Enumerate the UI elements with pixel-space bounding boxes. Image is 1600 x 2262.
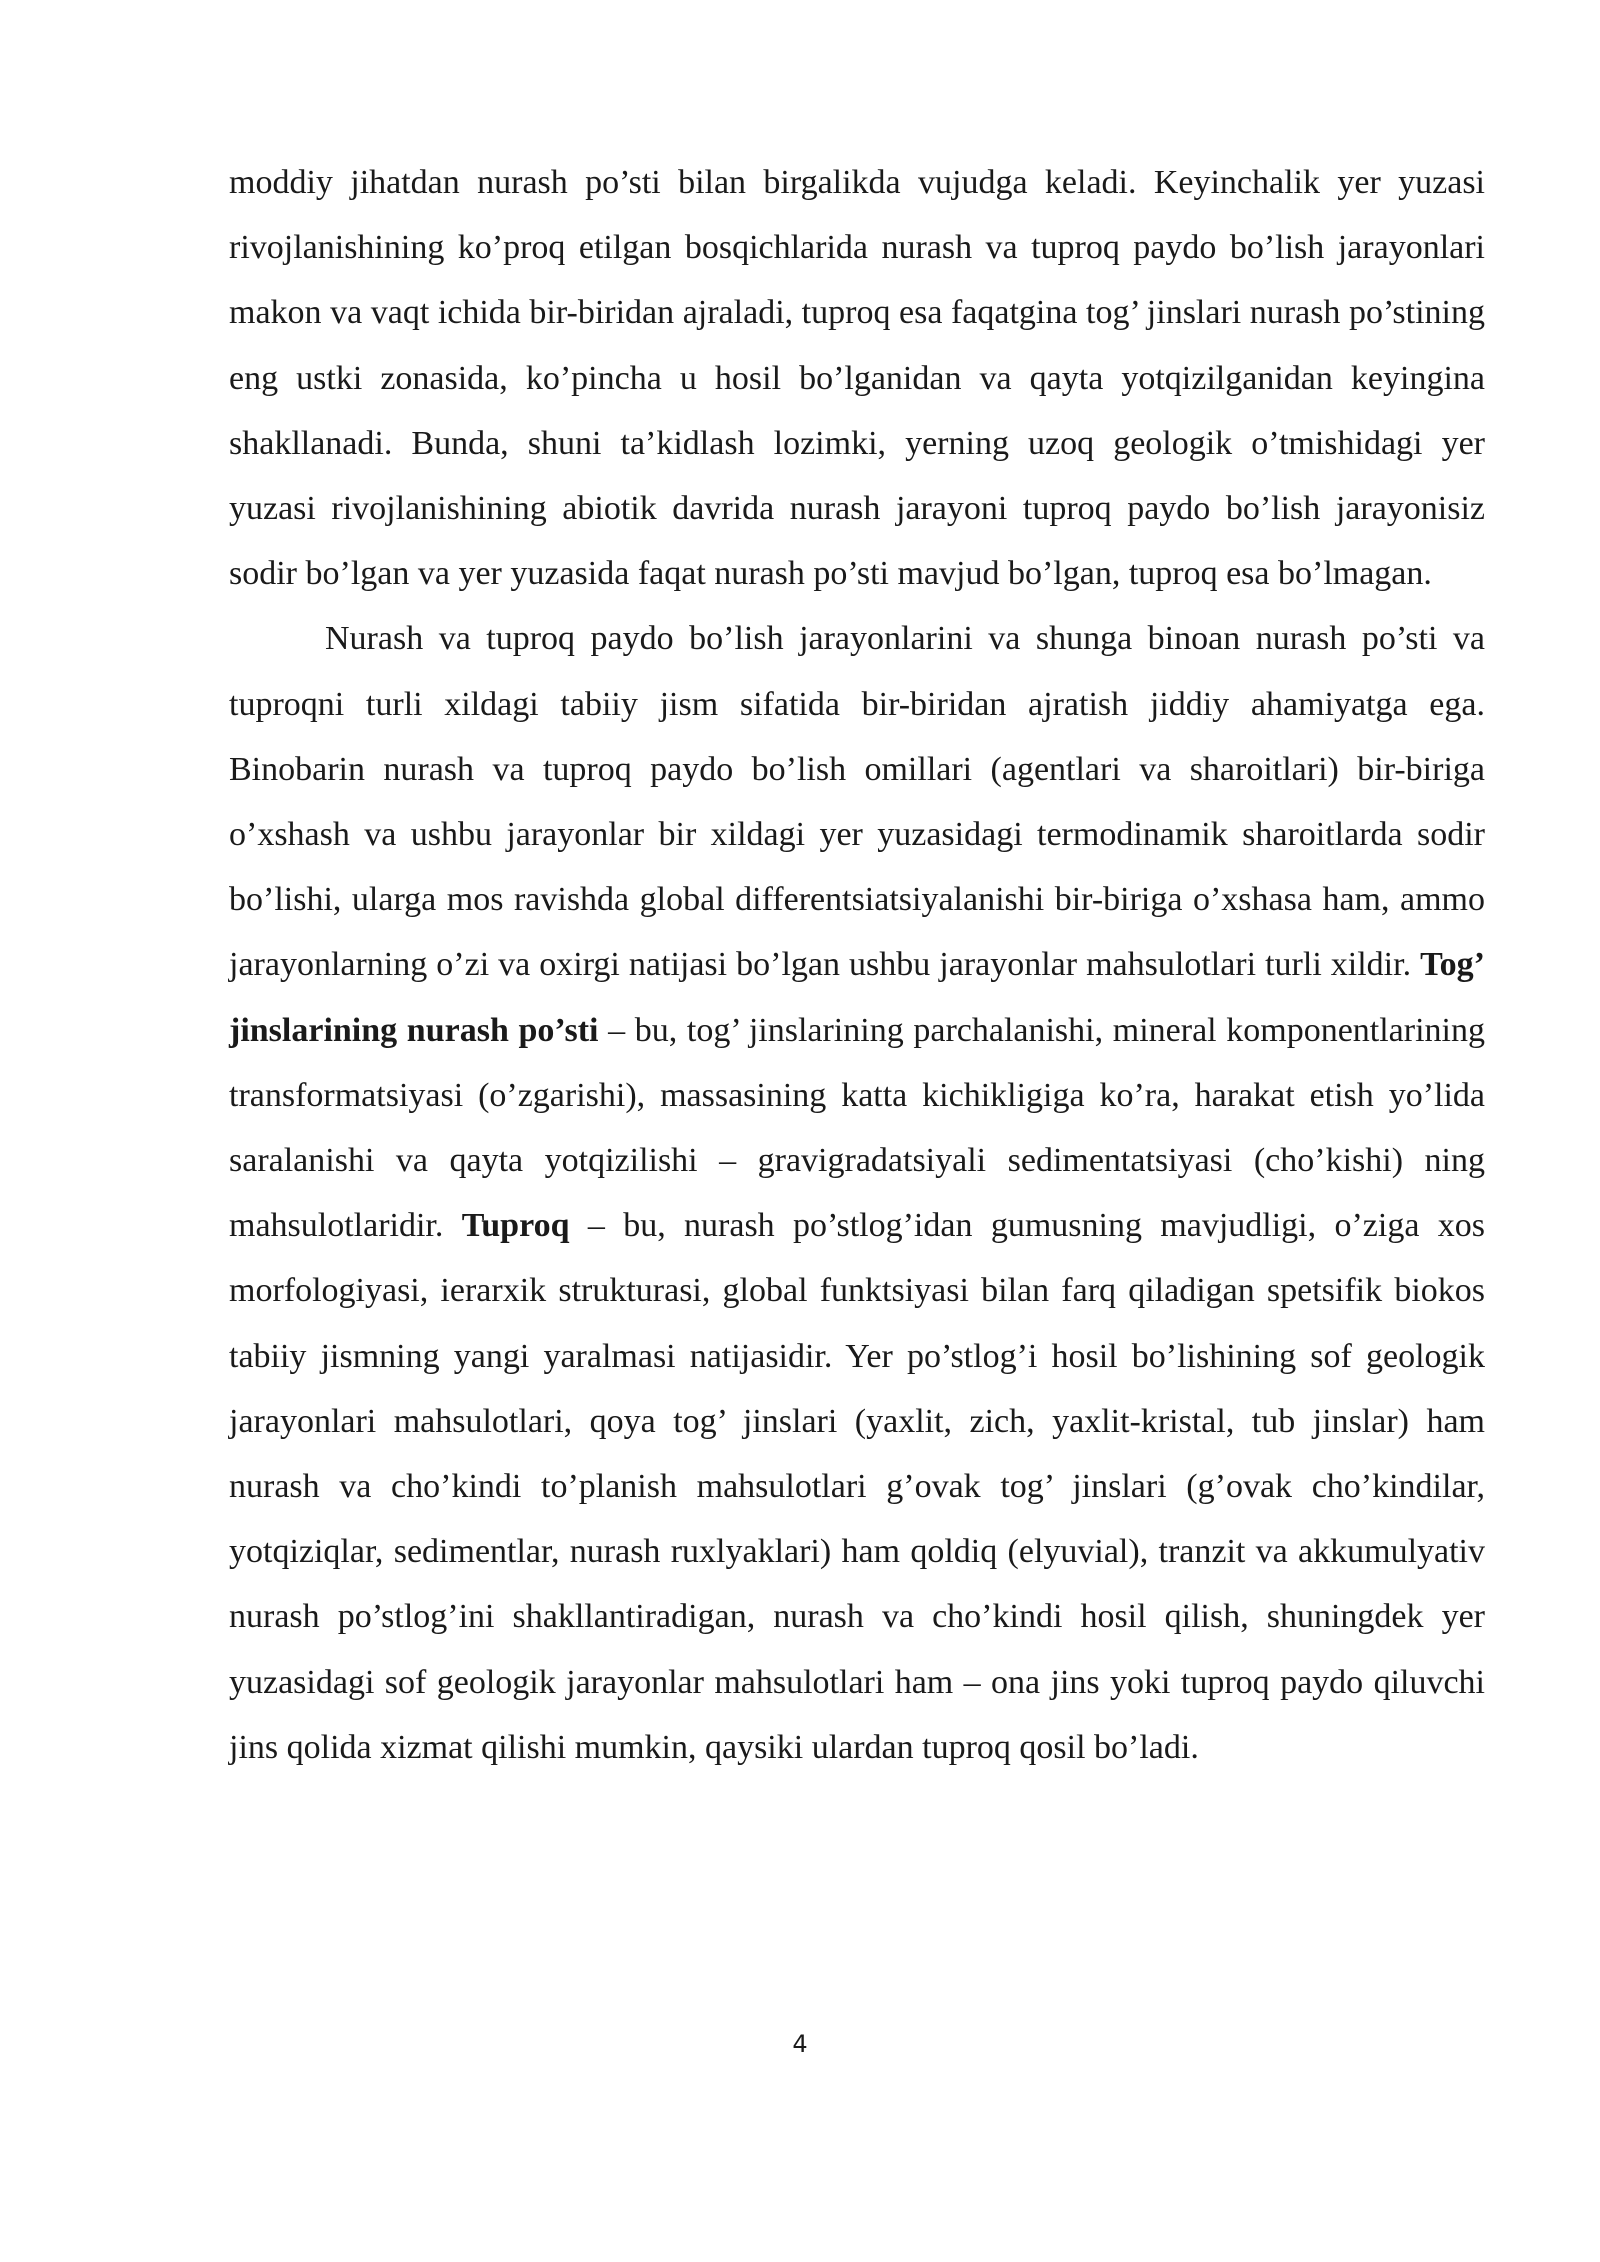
term-soil: Tuproq: [461, 1207, 570, 1245]
paragraph-2: [229, 606, 1485, 1780]
paragraph-2-text: Nurash va tuproq paydo bo’lish jarayonlarini va shunga binoan nurash po’sti va tuproqni turli xildagi tabiiy jism sifatida bir-biridan ajratish jiddiy ahamiyatga ega. Binobarin nurash va tuproq paydo bo’lish omillari (agentlari va sharoitlari) bir-biriga o’xshash va ushbu jarayonlar bir xildagi yer yuzasidagi termodinamik sharoitlarda sodir bo’lishi, ularga mos ravishda global differentsiatsiyalanishi bir-biriga o’xshasa ham, ammo jarayonlarning o’zi va oxirgi natijasi bo’lgan ushbu jarayonlar mahsulotlari turli xildir.: [229, 620, 1485, 984]
term-weathering-crust: Tog’ jinslarining nurash po’sti: [229, 946, 1485, 1049]
page-number: 4: [792, 2030, 808, 2058]
paragraph-2-text: – bu, nurash po’stlog’idan gumusning mavjudligi, o’ziga xos morfologiyasi, ierarxik strukturasi, global funktsiyasi bilan farq qiladigan spetsifik biokos tabiiy jismning yangi yaralmasi natijasidir. Yer po’stlog’i hosil bo’lishining sof geologik jarayonlari mahsulotlari, qoya tog’ jinslari (yaxlit, zich, yaxlit-kristal, tub jinslar) ham nurash va cho’kindi to’planish mahsulotlari g’ovak tog’ jinslari (g’ovak cho’kindilar, yotqiziqlar, sedimentlar, nurash ruxlyaklari) ham qoldiq (elyuvial), tranzit va akkumulyativ nurash po’stlog’ini shakllantiradigan, nurash va cho’kindi hosil qilish, shuningdek yer yuzasidagi sof geologik jarayonlar mahsulotlari ham – ona jins yoki tuproq paydo qiluvchi jins qolida xizmat qilishi mumkin, qaysiki ulardan tuproq qosil bo’ladi.: [229, 1207, 1486, 1766]
body-text: [229, 150, 1485, 1780]
paragraph-1-text: moddiy jihatdan nurash po’sti bilan birgalikda vujudga keladi. Keyinchalik yer yuzasi rivojlanishining ko’proq etilgan bosqichlarida nurash va tuproq paydo bo’lish jarayonlari makon va vaqt ichida bir-biridan ajraladi, tuproq esa faqatgina tog’ jinslari nurash po’stining eng ustki zonasida, ko’pincha u hosil bo’lganidan va qayta yotqizilganidan keyingina shakllanadi. Bunda, shuni ta’kidlash lozimki, yerning uzoq geologik o’tmishidagi yer yuzasi rivojlanishining abiotik davrida nurash jarayoni tuproq paydo bo’lish jarayonisiz sodir bo’lgan va yer yuzasida faqat nurash po’sti mavjud bo’lgan, tuproq esa bo’lmagan.: [229, 164, 1485, 593]
paragraph-1: [229, 150, 1485, 606]
paragraph-2-text: – bu, tog’ jinslarining parchalanishi, mineral komponentlarining transformatsiyasi (o’zgarishi), massasining katta kichikligiga ko’ra, harakat etish yo’lida saralanishi va qayta yotqizilishi – gravigradatsiyali sedimentatsiyasi (cho’kishi) ning mahsulotlaridir.: [229, 1011, 1485, 1245]
